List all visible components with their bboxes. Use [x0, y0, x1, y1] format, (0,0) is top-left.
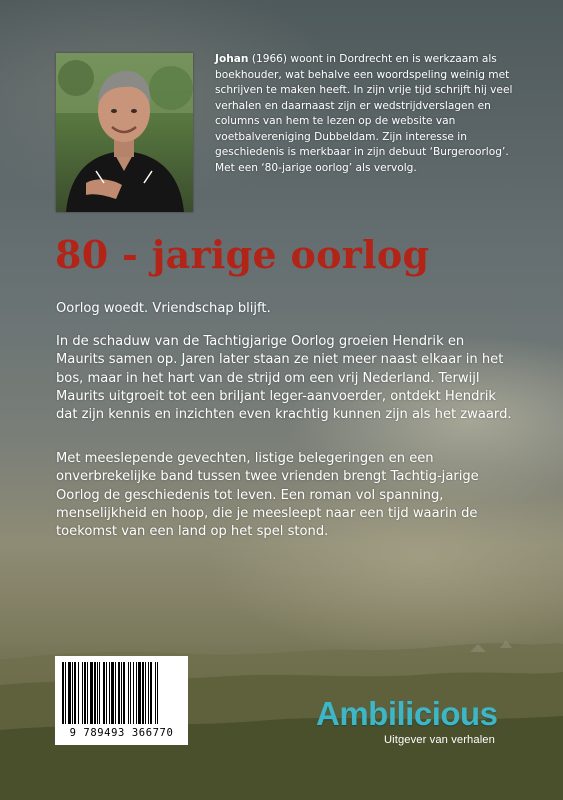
barcode-bar	[136, 662, 137, 724]
barcode-bar	[138, 662, 141, 724]
barcode-bar	[99, 662, 100, 724]
barcode-bar	[123, 662, 125, 724]
blurb-paragraph-1: In de schaduw van de Tachtigjarige Oorlog groeien Hendrik en Maurits samen op. Jaren later staan ze niet meer naast elkaar in het bos, maar in het hart van de strijd om een vrij Nederland. Terwijl Maurits uitgroeit tot een briljant leger-aanvoerder, ontdekt Hendrik dat zijn kennis en inzichten even krachtig kunnen zijn als het zwaard.	[56, 334, 512, 423]
barcode-bar	[157, 662, 158, 724]
barcode	[55, 656, 188, 745]
barcode-icon	[62, 662, 181, 724]
book-title: 80 - jarige oorlog	[55, 232, 430, 277]
author-bio	[215, 52, 517, 176]
book-tagline: Oorlog woedt. Vriendschap blijft.	[56, 301, 271, 316]
barcode-bar	[97, 662, 98, 724]
barcode-bar	[130, 662, 131, 724]
barcode-bar	[155, 662, 156, 724]
author-bio-text: (1966) woont in Dordrecht en is werkzaam als boekhouder, wat behalve een woordspeling weinig met schrijven te maken heeft. In zijn vrije tijd schrijft hij veel verhalen en daarnaast zijn er wedstrijdverslagen en columns van hem te lezen op de website van voetbalvereniging Dubbeldam. Zijn interesse in geschiedenis is merkbaar in zijn debuut ‘Burgeroorlog’. Met een ‘80-jarige oorlog’ als vervolg.	[215, 53, 513, 174]
isbn-number: 9 789493 366770	[69, 727, 174, 739]
barcode-bar	[82, 662, 83, 724]
barcode-bar	[128, 662, 129, 724]
barcode-bar	[109, 662, 110, 724]
barcode-bar	[150, 662, 152, 724]
barcode-bar	[94, 662, 96, 724]
barcode-bar	[142, 662, 144, 724]
author-name: Johan	[215, 53, 249, 65]
barcode-bar	[103, 662, 105, 724]
author-photo	[56, 53, 193, 212]
barcode-bar	[68, 662, 71, 724]
barcode-bar	[74, 662, 76, 724]
barcode-bar	[62, 662, 64, 724]
barcode-bar	[65, 662, 66, 724]
barcode-bar	[84, 662, 86, 724]
blurb-paragraph-2: Met meeslepende gevechten, listige belegeringen en een onverbrekelijke band tussen twee vrienden brengt Tachtig-jarige Oorlog de geschiedenis tot leven. Een roman vol spanning, menselijkheid en hoop, die je meesleept naar een tijd waarin de toekomst van een land op het spel stond.	[56, 451, 479, 540]
barcode-bar	[72, 662, 73, 724]
barcode-bar	[148, 662, 149, 724]
barcode-bar	[111, 662, 114, 724]
barcode-bar	[121, 662, 122, 724]
barcode-bar	[118, 662, 120, 724]
author-portrait-icon	[56, 53, 193, 212]
barcode-bar	[115, 662, 116, 724]
barcode-bar	[133, 662, 134, 724]
publisher-logo: Ambilicious	[316, 695, 498, 732]
barcode-bar	[78, 662, 79, 724]
barcode-bar	[145, 662, 146, 724]
publisher-tagline: Uitgever van verhalen	[384, 734, 495, 746]
barcode-bar	[106, 662, 107, 724]
barcode-bar	[87, 662, 88, 724]
barcode-bar	[90, 662, 93, 724]
